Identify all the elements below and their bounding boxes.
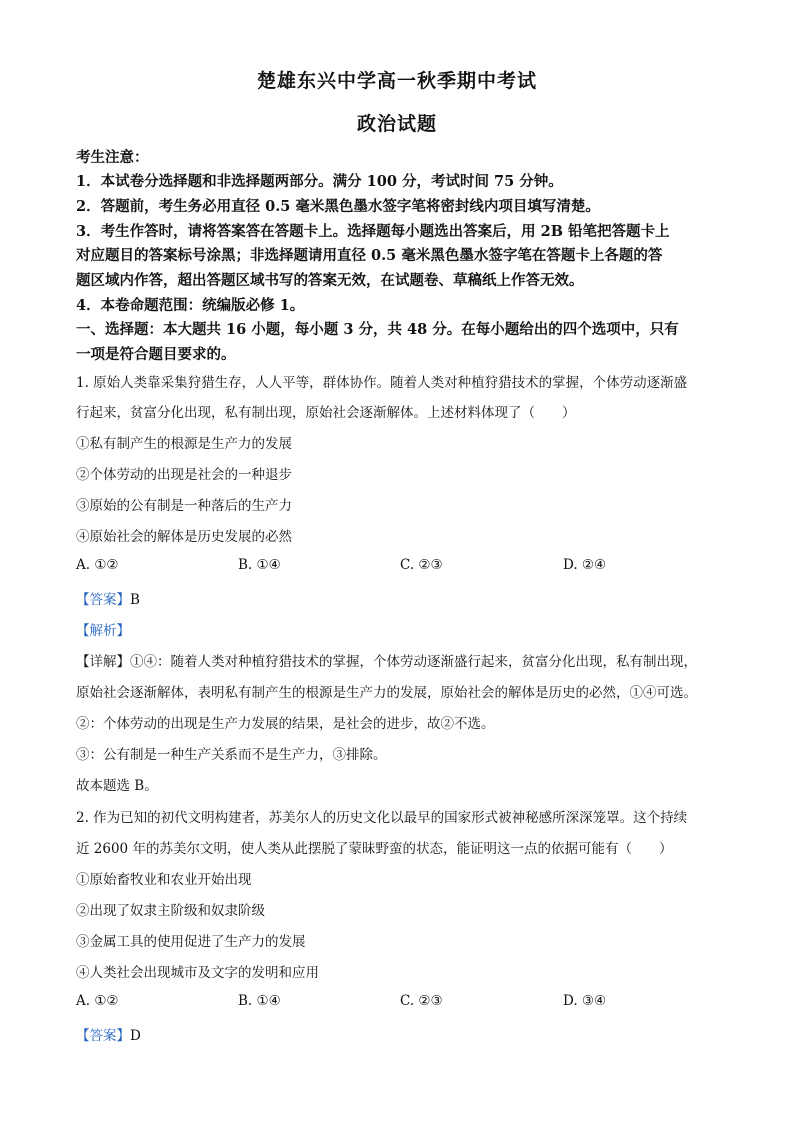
notice-line-4: 对应题目的答案标号涂黑；非选择题请用直径 0.5 毫米黑色墨水签字笔在答题卡上各题的答 [76, 247, 663, 264]
notice-heading: 考生注意： [76, 149, 149, 166]
q1-item-4: ④原始社会的解体是历史发展的必然 [76, 529, 292, 545]
q1-item-3: ③原始的公有制是一种落后的生产力 [76, 498, 292, 514]
q1-answer [76, 588, 140, 608]
q1-option-d: D. ②④ [563, 557, 607, 573]
notice-line-1: 1．本试卷分选择题和非选择题两部分。满分 100 分，考试时间 75 分钟。 [76, 173, 563, 190]
notice-line-5: 题区域内作答，超出答题区域书写的答案无效，在试题卷、草稿纸上作答无效。 [76, 272, 584, 289]
q1-option-a: A. ①② [76, 557, 119, 573]
q2-stem-line-2: 近 2600 年的苏美尔文明，使人类从此摆脱了蒙昧野蛮的状态，能证明这一点的依据可能有（ ） [76, 841, 673, 857]
q1-detail-tag: 【详解】 [76, 654, 130, 670]
q2-stem-line-1: 2. 作为已知的初代文明构建者，苏美尔人的历史文化以最早的国家形式被神秘感所深深笼罩。这个持续 [76, 810, 688, 826]
notice-line-2: 2．答题前，考生务必用直径 0.5 毫米黑色墨水签字笔将密封线内项目填写清楚。 [76, 198, 600, 215]
q1-stem-line-1: 1. 原始人类靠采集狩猎生存，人人平等，群体协作。随着人类对种植狩猎技术的掌握，个体劳动逐渐盛 [76, 375, 688, 391]
q1-option-c: C. ②③ [400, 557, 443, 573]
section-heading-line-1: 一、选择题：本大题共 16 小题，每小题 3 分，共 48 分。在每小题给出的四个选项中，只有 [76, 321, 679, 338]
q1-detail-line-5: 故本题选 B。 [76, 778, 158, 794]
q2-item-1: ①原始畜牧业和农业开始出现 [76, 872, 252, 888]
q2-answer-value: D [130, 1028, 141, 1044]
q2-option-c: C. ②③ [400, 993, 443, 1009]
q1-detail-text-1: ①④：随着人类对种植狩猎技术的掌握，个体劳动逐渐盛行起来，贫富分化出现，私有制出现， [130, 654, 697, 670]
exam-subtitle: 政治试题 [356, 113, 437, 135]
q2-answer [76, 1024, 141, 1044]
q1-stem-line-2: 行起来，贫富分化出现，私有制出现，原始社会逐渐解体。上述材料体现了（ ） [76, 405, 576, 421]
q2-item-2: ②出现了奴隶主阶级和奴隶阶级 [76, 903, 265, 919]
q2-option-d: D. ③④ [563, 993, 607, 1009]
q1-option-b: B. ①④ [238, 557, 281, 573]
q1-answer-value: B [130, 592, 140, 608]
q1-analysis-tag: 【解析】 [76, 623, 130, 639]
notice-line-6: 4．本卷命题范围：统编版必修 1。 [76, 297, 305, 314]
q2-answer-tag: 【答案】 [76, 1028, 130, 1044]
q1-detail-line-3: ②：个体劳动的出现是生产力发展的结果，是社会的进步，故②不选。 [76, 716, 495, 732]
q2-option-b: B. ①④ [238, 993, 281, 1009]
q1-detail-line-4: ③：公有制是一种生产关系而不是生产力，③排除。 [76, 747, 387, 763]
q2-item-3: ③金属工具的使用促进了生产力的发展 [76, 934, 306, 950]
notice-line-3: 3．考生作答时，请将答案答在答题卡上。选择题每小题选出答案后，用 2B 铅笔把答题卡上 [76, 223, 670, 240]
q2-option-a: A. ①② [76, 993, 119, 1009]
q1-item-2: ②个体劳动的出现是社会的一种退步 [76, 467, 292, 483]
q1-detail-line-2: 原始社会逐渐解体，表明私有制产生的根源是生产力的发展，原始社会的解体是历史的必然，①④可选。 [76, 685, 697, 701]
q1-answer-tag: 【答案】 [76, 592, 130, 608]
section-heading-line-2: 一项是符合题目要求的。 [76, 346, 236, 363]
q1-detail-line-1 [76, 650, 697, 670]
q2-item-4: ④人类社会出现城市及文字的发明和应用 [76, 965, 319, 981]
q1-item-1: ①私有制产生的根源是生产力的发展 [76, 436, 292, 452]
exam-title: 楚雄东兴中学高一秋季期中考试 [256, 70, 537, 92]
